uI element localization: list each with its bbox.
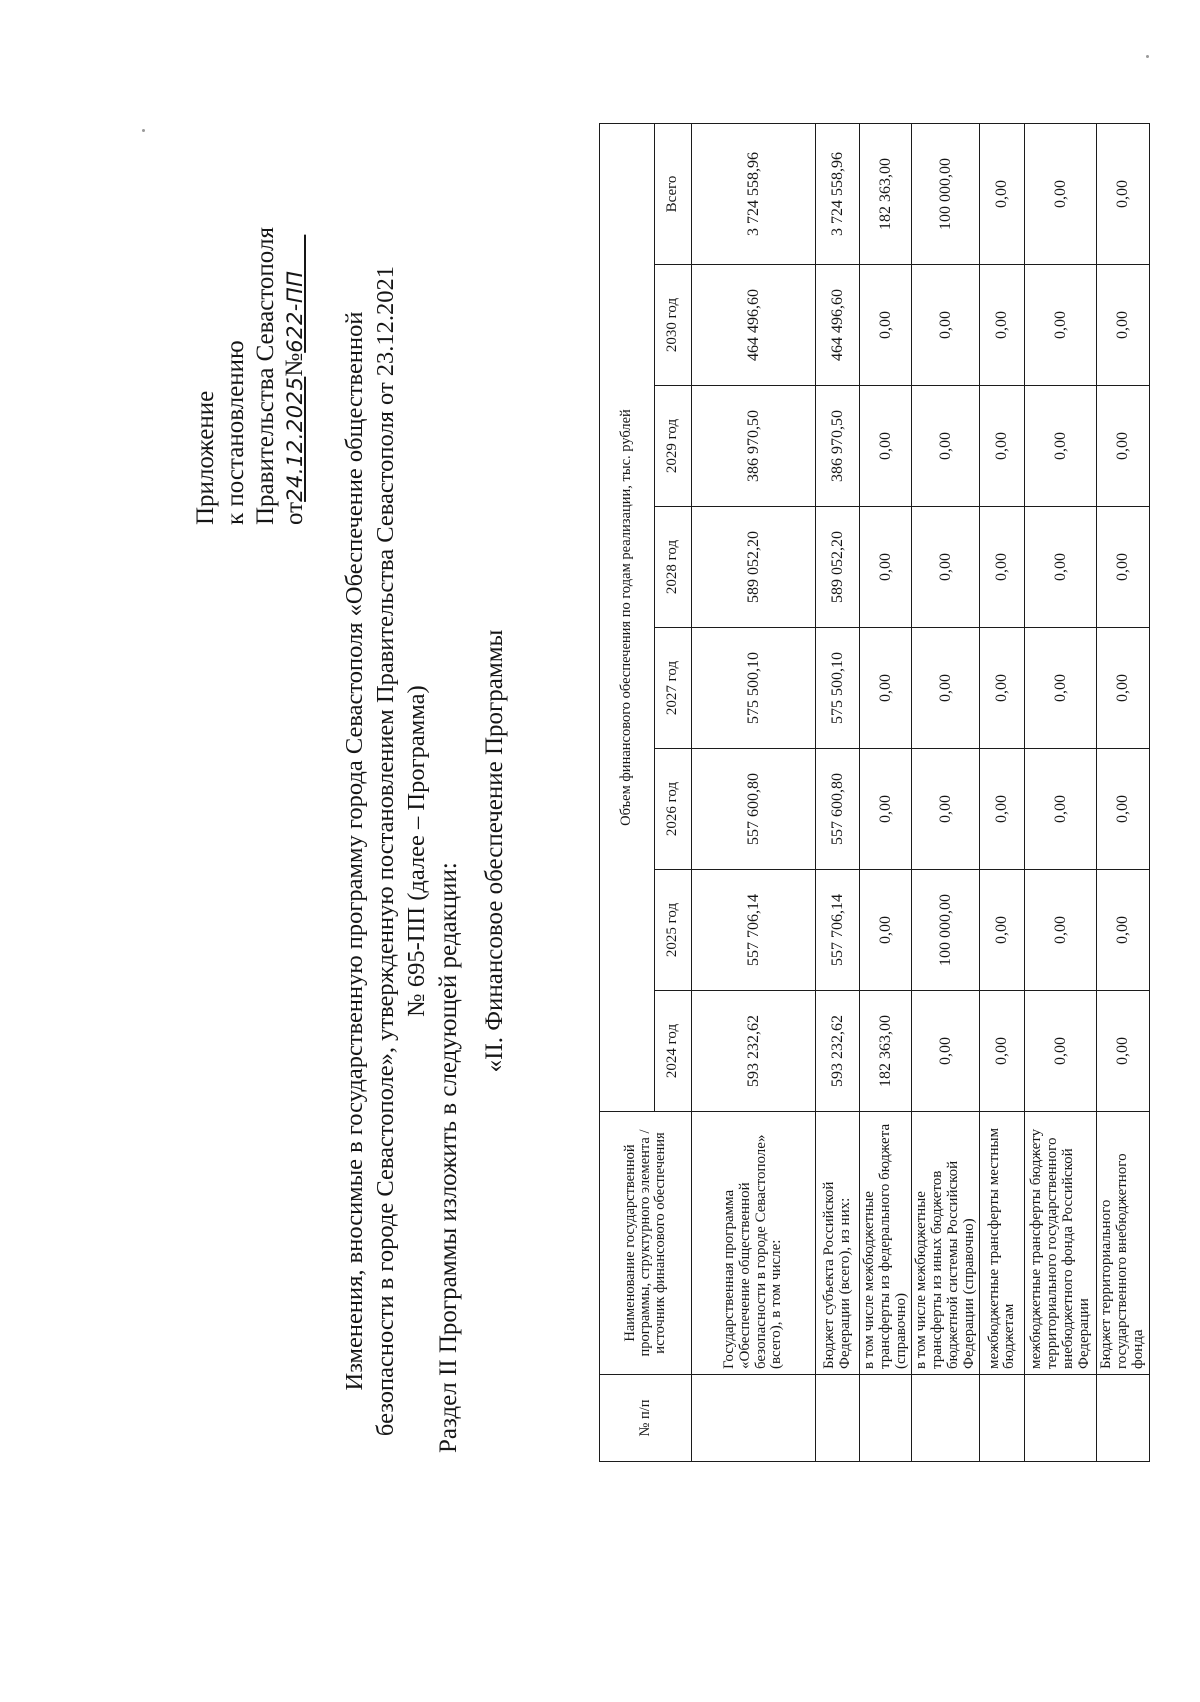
document-title-line-3: № 695-ПП (далее – Программа) xyxy=(403,685,430,1017)
value-cell: 0,00 xyxy=(1025,507,1097,628)
from-prefix: от xyxy=(281,501,308,525)
value-cell: 0,00 xyxy=(860,628,912,749)
value-cell: 589 052,20 xyxy=(816,507,860,628)
value-cell: 0,00 xyxy=(860,386,912,507)
header-year: 2028 год xyxy=(655,507,692,628)
value-cell: 0,00 xyxy=(1025,749,1097,870)
header-year: 2030 год xyxy=(655,265,692,386)
total-cell: 100 000,00 xyxy=(912,123,980,264)
document-title-line-2: безопасности в городе Севастополе», утвержденную постановлением Правительства Севастополя от 23.12.2021 xyxy=(372,265,399,1437)
value-cell: 0,00 xyxy=(912,386,980,507)
row-name-cell: в том числе межбюджетные трансферты из федерального бюджета (справочно) xyxy=(860,1112,912,1375)
value-cell: 0,00 xyxy=(912,628,980,749)
header-volume-group: Объем финансового обеспечения по годам реализации, тыс. рублей xyxy=(600,123,655,1111)
header-name: Наименование государственной программы, структурного элемента / источник финансового обеспечения xyxy=(600,1112,692,1375)
value-cell: 0,00 xyxy=(980,386,1025,507)
table-row xyxy=(1025,123,1097,1461)
header-year: 2025 год xyxy=(655,870,692,991)
row-name-cell: Государственная программа «Обеспечение общественной безопасности в городе Севастополе» (всего), в том числе: xyxy=(692,1112,816,1375)
row-name-cell: Бюджет субъекта Российской Федерации (всего), из них: xyxy=(816,1112,860,1375)
total-cell: 182 363,00 xyxy=(860,123,912,264)
value-cell: 0,00 xyxy=(1097,265,1149,386)
row-name-cell: Бюджет территориального государственного внебюджетного фонда xyxy=(1097,1112,1149,1375)
signature-underline xyxy=(283,235,307,271)
table-row xyxy=(912,123,980,1461)
value-cell: 0,00 xyxy=(1097,749,1149,870)
header-total: Всего xyxy=(655,123,692,264)
value-cell: 0,00 xyxy=(1097,628,1149,749)
table-row xyxy=(692,123,816,1461)
row-number-cell xyxy=(1097,1375,1149,1462)
number-prefix: № xyxy=(281,352,308,377)
value-cell: 0,00 xyxy=(860,265,912,386)
section-heading: «II. Финансовое обеспечение Программы xyxy=(481,629,508,1073)
total-cell: 3 724 558,96 xyxy=(816,123,860,264)
value-cell: 182 363,00 xyxy=(860,991,912,1112)
value-cell: 386 970,50 xyxy=(816,386,860,507)
section-intro: Раздел II Программы изложить в следующей редакции: xyxy=(435,862,462,1453)
value-cell: 0,00 xyxy=(980,628,1025,749)
value-cell: 0,00 xyxy=(980,749,1025,870)
value-cell: 557 600,80 xyxy=(692,749,816,870)
header-year: 2029 год xyxy=(655,386,692,507)
row-name-cell: межбюджетные трансферты местным бюджетам xyxy=(980,1112,1025,1375)
value-cell: 0,00 xyxy=(980,870,1025,991)
value-cell: 464 496,60 xyxy=(816,265,860,386)
value-cell: 0,00 xyxy=(912,991,980,1112)
row-number-cell xyxy=(860,1375,912,1462)
value-cell: 0,00 xyxy=(860,870,912,991)
header-number: № п/п xyxy=(600,1375,692,1462)
value-cell: 464 496,60 xyxy=(692,265,816,386)
document-title-line-1: Изменения, вносимые в государственную программу города Севастополя «Обеспечение общественной xyxy=(341,311,368,1391)
value-cell: 593 232,62 xyxy=(816,991,860,1112)
value-cell: 557 706,14 xyxy=(816,870,860,991)
row-name-cell: в том числе межбюджетные трансферты из иных бюджетов бюджетной системы Российской Федерации (справочно) xyxy=(912,1112,980,1375)
scan-speck xyxy=(142,129,145,132)
value-cell: 0,00 xyxy=(1097,507,1149,628)
value-cell: 589 052,20 xyxy=(692,507,816,628)
header-year: 2027 год xyxy=(655,628,692,749)
value-cell: 557 600,80 xyxy=(816,749,860,870)
value-cell: 0,00 xyxy=(1025,628,1097,749)
total-cell: 3 724 558,96 xyxy=(692,123,816,264)
total-cell: 0,00 xyxy=(1097,123,1149,264)
header-year: 2026 год xyxy=(655,749,692,870)
value-cell: 0,00 xyxy=(1025,991,1097,1112)
row-number-cell xyxy=(816,1375,860,1462)
finance-table xyxy=(599,123,1150,1462)
appendix-line-2: к постановлению xyxy=(222,340,249,525)
scan-speck xyxy=(1146,55,1149,58)
value-cell: 0,00 xyxy=(980,991,1025,1112)
row-number-cell xyxy=(912,1375,980,1462)
total-cell: 0,00 xyxy=(980,123,1025,264)
row-number-cell xyxy=(980,1375,1025,1462)
appendix-line-3: Правительства Севастополя xyxy=(252,227,279,525)
value-cell: 0,00 xyxy=(980,265,1025,386)
table-row xyxy=(816,123,860,1461)
value-cell: 593 232,62 xyxy=(692,991,816,1112)
value-cell: 0,00 xyxy=(1025,265,1097,386)
value-cell: 557 706,14 xyxy=(692,870,816,991)
value-cell: 100 000,00 xyxy=(912,870,980,991)
value-cell: 0,00 xyxy=(1025,386,1097,507)
value-cell: 0,00 xyxy=(860,749,912,870)
value-cell: 0,00 xyxy=(912,265,980,386)
value-cell: 575 500,10 xyxy=(692,628,816,749)
decree-date-number xyxy=(282,235,307,525)
value-cell: 0,00 xyxy=(1097,870,1149,991)
total-cell: 0,00 xyxy=(1025,123,1097,264)
value-cell: 0,00 xyxy=(980,507,1025,628)
table-row xyxy=(1097,123,1149,1461)
table-row xyxy=(860,123,912,1461)
header-year: 2024 год xyxy=(655,991,692,1112)
value-cell: 0,00 xyxy=(1025,870,1097,991)
row-name-cell: межбюджетные трансферты бюджету территориального государственного внебюджетного фонда Российской Федерации xyxy=(1025,1112,1097,1375)
handwritten-number: 622-ПП xyxy=(283,270,307,353)
value-cell: 0,00 xyxy=(860,507,912,628)
appendix-title: Приложение xyxy=(192,390,219,525)
value-cell: 575 500,10 xyxy=(816,628,860,749)
row-number-cell xyxy=(692,1375,816,1462)
value-cell: 0,00 xyxy=(912,507,980,628)
value-cell: 0,00 xyxy=(1097,386,1149,507)
value-cell: 0,00 xyxy=(912,749,980,870)
table-row xyxy=(980,123,1025,1461)
handwritten-date: 24.12.2025 xyxy=(283,376,307,502)
value-cell: 0,00 xyxy=(1097,991,1149,1112)
value-cell: 386 970,50 xyxy=(692,386,816,507)
row-number-cell xyxy=(1025,1375,1097,1462)
